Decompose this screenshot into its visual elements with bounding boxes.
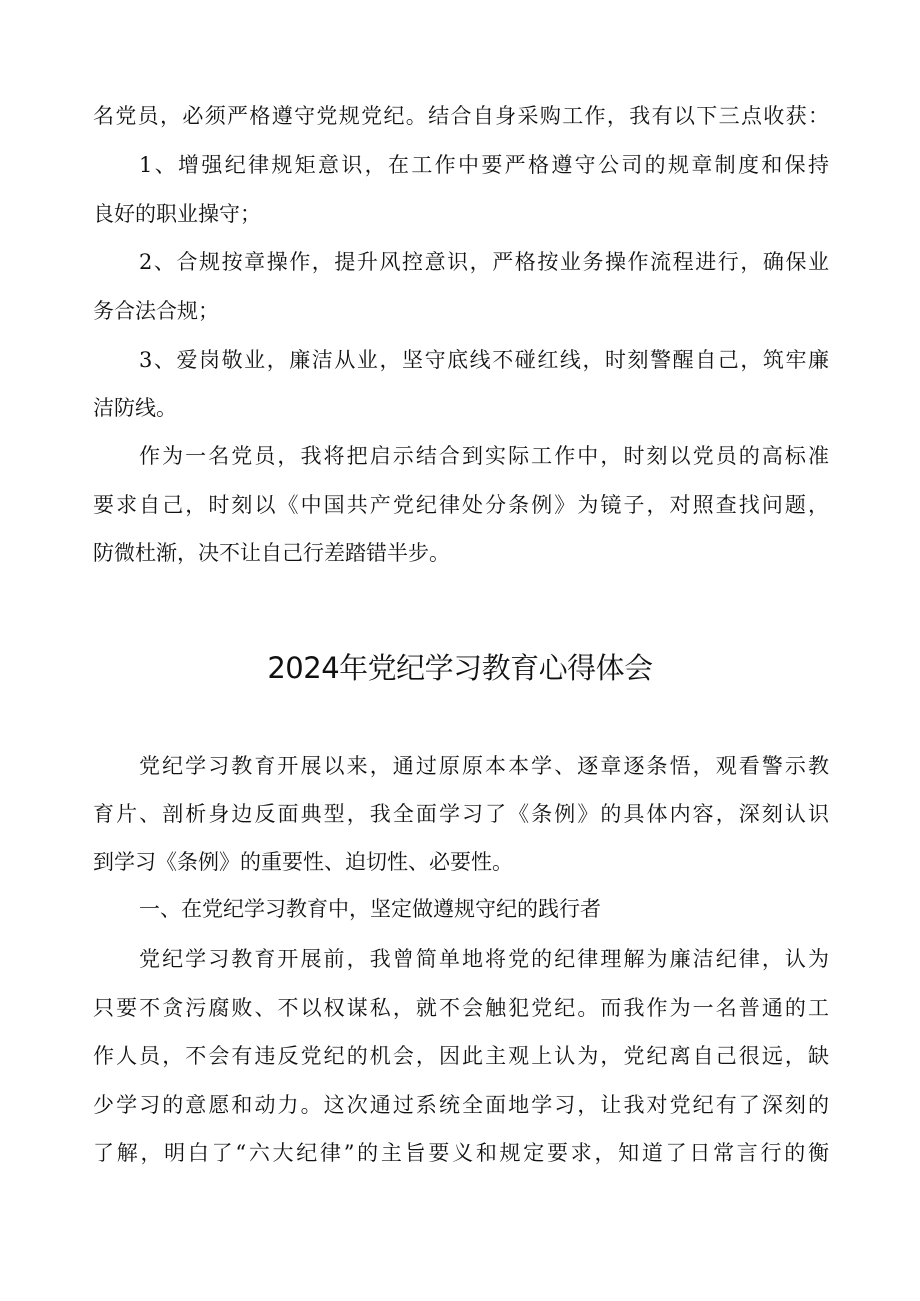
paragraph-line: 防微杜渐，决不让自己行差踏错半步。 bbox=[93, 541, 450, 565]
section-heading: 一、在党纪学习教育中，坚定做遵规守纪的践行者 bbox=[139, 897, 601, 921]
article-title: 2024年党纪学习教育心得体会 bbox=[267, 651, 653, 685]
list-item-line: 洁防线。 bbox=[93, 396, 177, 420]
paragraph-line: 党纪学习教育开展以来，通过原原本本学、逐章逐条悟，观看警示教 bbox=[139, 754, 829, 778]
paragraph-line: 名党员，必须严格遵守党规党纪。结合自身采购工作，我有以下三点收获： bbox=[93, 104, 829, 128]
list-item-line: 良好的职业操守； bbox=[93, 202, 261, 226]
paragraph-line: 少学习的意愿和动力。这次通过系统全面地学习，让我对党纪有了深刻的 bbox=[93, 1093, 829, 1117]
paragraph-line: 了解，明白了“六大纪律”的主旨要义和规定要求，知道了日常言行的衡 bbox=[93, 1141, 829, 1165]
list-item-line: 务合法合规； bbox=[93, 299, 219, 323]
paragraph-line: 作为一名党员，我将把启示结合到实际工作中，时刻以党员的高标准 bbox=[139, 444, 829, 468]
paragraph-line: 只要不贪污腐败、不以权谋私，就不会触犯党纪。而我作为一名普通的工 bbox=[93, 996, 829, 1020]
list-item-line: 3、爱岗敬业，廉洁从业，坚守底线不碰红线，时刻警醒自己，筑牢廉 bbox=[139, 348, 829, 372]
list-item-line: 2、合规按章操作，提升风控意识，严格按业务操作流程进行，确保业 bbox=[139, 250, 829, 274]
paragraph-line: 党纪学习教育开展前，我曾简单地将党的纪律理解为廉洁纪律，认为 bbox=[139, 947, 829, 971]
paragraph-line: 要求自己，时刻以《中国共产党纪律处分条例》为镜子，对照查找问题， bbox=[93, 493, 829, 517]
paragraph-line: 到学习《条例》的重要性、迫切性、必要性。 bbox=[93, 850, 513, 874]
paragraph-line: 育片、剖析身边反面典型，我全面学习了《条例》的具体内容，深刻认识 bbox=[93, 802, 829, 826]
paragraph-line: 作人员，不会有违反党纪的机会，因此主观上认为，党纪离自己很远，缺 bbox=[93, 1044, 829, 1068]
list-item-line: 1、增强纪律规矩意识，在工作中要严格遵守公司的规章制度和保持 bbox=[139, 153, 829, 177]
